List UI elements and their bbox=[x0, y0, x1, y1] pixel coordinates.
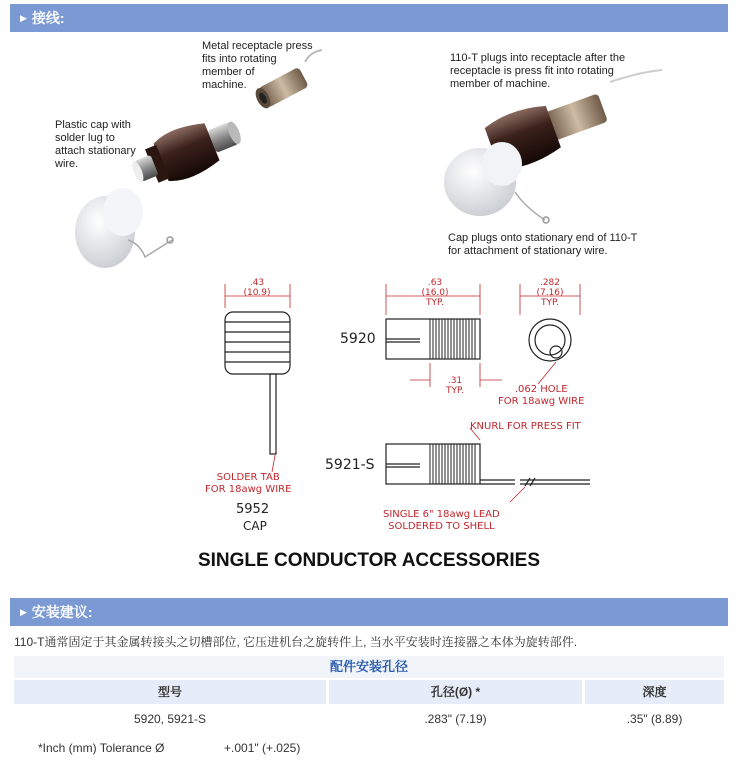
lead-note: SINGLE 6" 18awg LEAD SOLDERED TO SHELL bbox=[383, 509, 500, 532]
length-dimension: .63 (16.0) TYP. bbox=[421, 278, 449, 308]
plastic-cap-photo bbox=[75, 188, 173, 268]
table-title: 配件安装孔径 bbox=[14, 656, 724, 678]
wiring-section-title: 接线: bbox=[31, 10, 65, 26]
cap-width-dimension: .43 (10.9) bbox=[243, 278, 271, 298]
cap-5952-drawing bbox=[225, 284, 290, 472]
connector-body-photo bbox=[125, 108, 249, 197]
knurl-length-dimension: .31 TYP. bbox=[446, 376, 464, 396]
plastic-cap-caption: Plastic cap with solder lug to attach stationary wire. bbox=[55, 119, 136, 170]
part-5952-label: 5952 bbox=[236, 502, 270, 517]
knurl-note: KNURL FOR PRESS FIT bbox=[470, 421, 581, 432]
tolerance-label: *Inch (mm) Tolerance Ø bbox=[38, 741, 165, 755]
column-header-model: 型号 bbox=[14, 680, 326, 704]
solder-tab-note: SOLDER TAB FOR 18awg WIRE bbox=[205, 472, 292, 495]
receptacle-5921s-drawing bbox=[386, 428, 590, 502]
metal-receptacle-caption: Metal receptacle press fits into rotating member of machine. bbox=[202, 40, 313, 91]
accessories-title: SINGLE CONDUCTOR ACCESSORIES bbox=[197, 550, 541, 571]
assembled-connector-photo bbox=[444, 70, 662, 223]
accessories-figure bbox=[10, 32, 728, 594]
cell-hole: .283" (7.19) bbox=[424, 712, 487, 726]
cap-label: CAP bbox=[243, 519, 267, 533]
cap-plugs-caption: Cap plugs onto stationary end of 110-T for attachment of stationary wire. bbox=[448, 232, 638, 257]
triangle-bullet-icon: ▶ bbox=[20, 12, 27, 23]
column-header-depth: 深度 bbox=[585, 680, 724, 704]
cell-model: 5920, 5921-S bbox=[133, 712, 207, 726]
tolerance-value: +.001" (+.025) bbox=[224, 741, 301, 755]
install-section-title: 安装建议: bbox=[31, 604, 93, 620]
figure-artwork bbox=[10, 32, 728, 594]
install-section-header bbox=[10, 598, 728, 626]
wiring-section-header bbox=[10, 4, 728, 32]
cell-depth: .35" (8.89) bbox=[626, 712, 683, 726]
install-description: 110-T通常固定于其金属转接头之切槽部位, 它压进机台之旋转件上, 当水平安装时连接器之本体为旋转部件. bbox=[14, 635, 578, 649]
hole-note: .062 HOLE FOR 18awg WIRE bbox=[498, 384, 585, 407]
part-5920-label: 5920 bbox=[340, 331, 376, 347]
column-header-hole: 孔径(Ø) * bbox=[329, 680, 582, 704]
plugs-into-caption: 110-T plugs into receptacle after the receptacle is press fit into rotating member of machine. bbox=[450, 52, 626, 90]
triangle-bullet-icon: ▶ bbox=[20, 606, 27, 617]
diameter-dimension: .282 (7.16) TYP. bbox=[536, 278, 564, 308]
part-5921s-label: 5921-S bbox=[325, 457, 375, 473]
